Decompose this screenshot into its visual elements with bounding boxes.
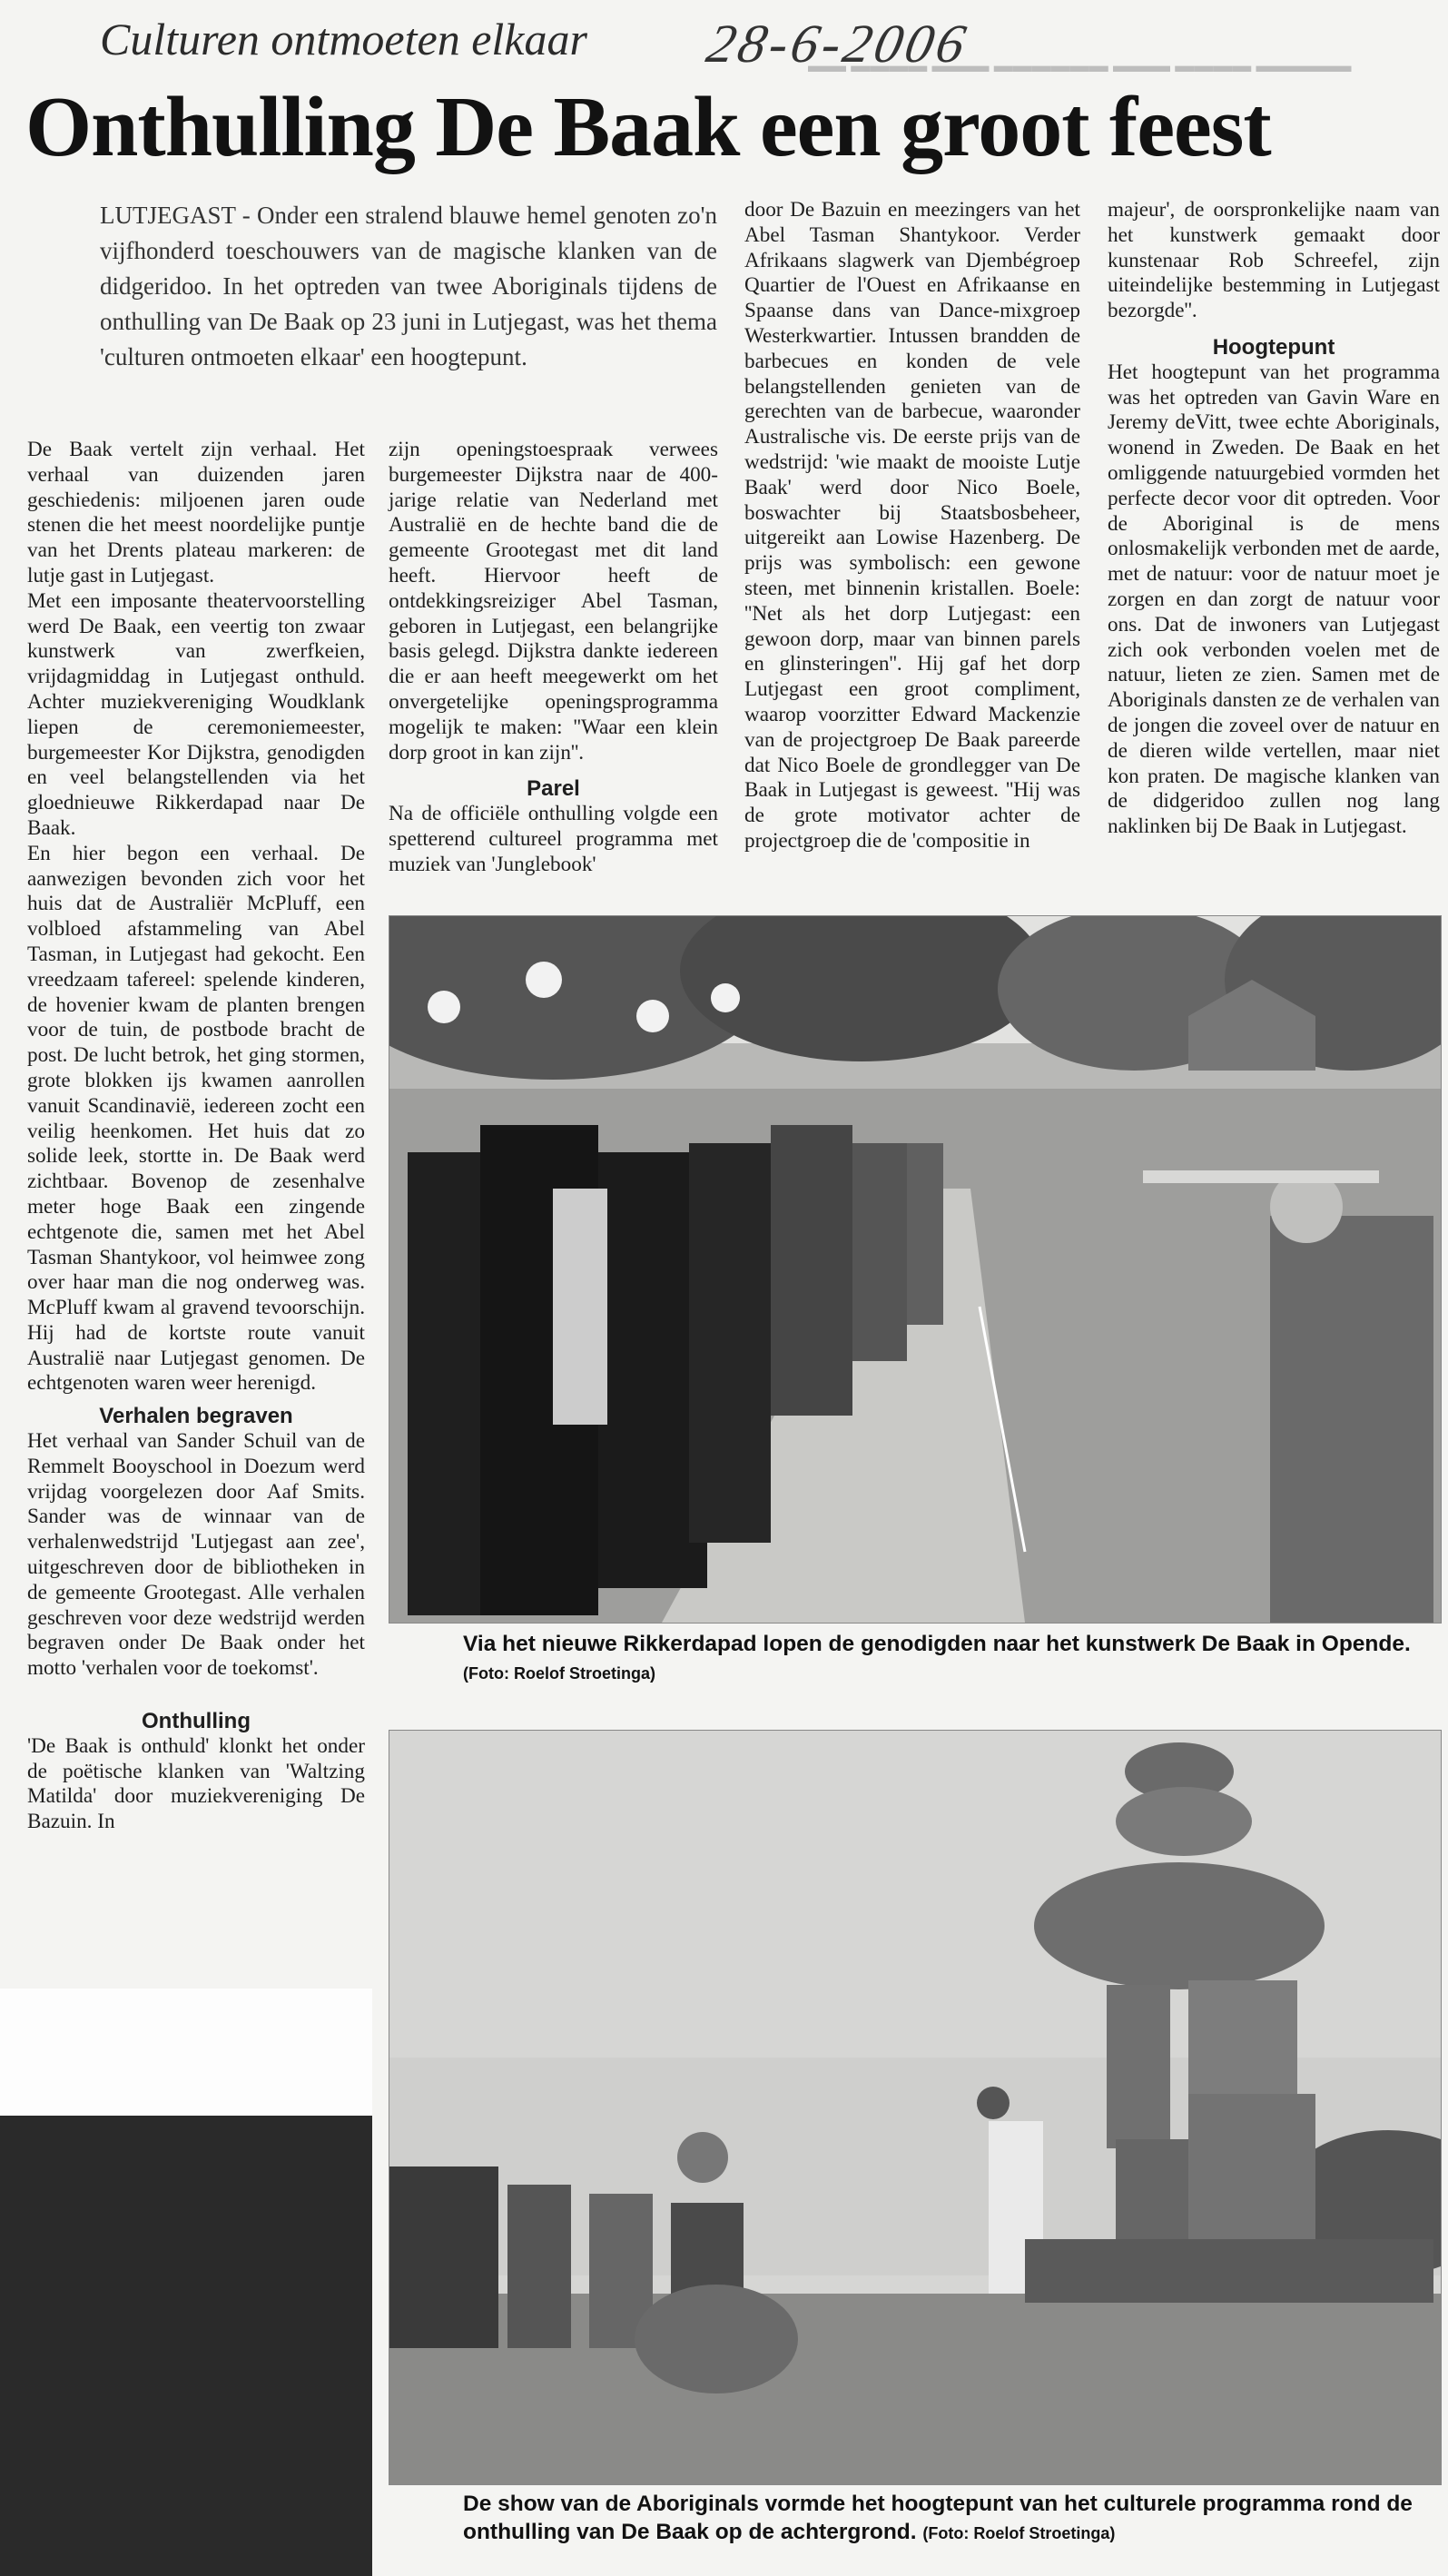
- column-4: [1108, 198, 1440, 840]
- body-paragraph: Met een imposante theatervoorstelling werd De Baak, een veertig ton zwaar kunstwerk van zwerfkeien, vrijdagmiddag in Lutjegast onthuld. Achter muziekvereniging Woudklank liepen de ceremoniemeester, burgemeester Kor Dijkstra, genodigden en veel belangstellenden via het gloednieuwe Rikkerdapad naar De Baak.: [27, 588, 365, 840]
- background-scan-area: [0, 2116, 372, 2576]
- subheading: Hoogtepunt: [1212, 334, 1335, 360]
- body-paragraph: En hier begon een verhaal. De aanwezigen bevonden zich voor het huis dat de Australiër McPluff, een volbloed afstammeling van Abel Tasman, in Lutjegast had gekocht. Een vreedzaam tafereel: spelende kinderen, de hovenier kwam de planten brengen voor de tuin, de postbode bracht de post. De lucht betrok, het ging stormen, grote blokken ijs kwamen aanrollen vanuit Scandinavië, iedereen zocht een veilig heenkomen. Het huis dat zo solide leek, stortte in. De Baak werd zichtbaar. Bovenop de zesenhalve meter hoge Baak een zingende echtgenote die, samen met het Abel Tasman Shantykoor, vol heimwee zong over haar man die nog onderweg was. McPluff kwam al gravend tevoorschijn. Hij had de kortste route vanuit Australië naar Lutjegast genomen. De echtgenoten waren weer herenigd.: [27, 841, 365, 1396]
- lead-paragraph: LUTJEGAST - Onder een stralend blauwe hemel genoten zo'n vijfhonderd toeschouwers van de magische klanken van de didgeridoo. In het optreden van twee Aboriginals tijdens de onthulling van De Baak op 23 juni in Lutjegast, was het thema 'culturen ontmoeten elkaar' een hoogtepunt.: [100, 202, 717, 370]
- body-paragraph: majeur', de oorspronkelijke naam van het kunstwerk gemaakt door kunstenaar Rob Schreefel, zijn uiteindelijke bestemming in Lutjegast bezorgde''.: [1108, 198, 1440, 323]
- subheading: Onthulling: [142, 1709, 251, 1734]
- photo-de-baak-image: [389, 1731, 1441, 2484]
- photo-credit: (Foto: Roelof Stroetinga): [463, 1664, 655, 1683]
- caption-text: Via het nieuwe Rikkerdapad lopen de genodigden naar het kunstwerk De Baak in Opende.: [463, 1632, 1411, 1656]
- bleed-through-text: ▬▬ ▬▬▬▬ ▬▬▬ ▬▬▬▬▬▬ ▬▬▬ ▬▬▬▬ ▬▬▬▬▬: [808, 54, 1352, 76]
- photo-de-baak-caption: [463, 2490, 1440, 2548]
- caption-text: De show van de Aboriginals vormde het hoogtepunt van het culturele programma rond de onthulling van De Baak op de achtergrond.: [463, 2492, 1413, 2544]
- column-1: [27, 438, 365, 1835]
- photo-procession-image: [389, 916, 1441, 1623]
- subheading: Verhalen begraven: [99, 1404, 293, 1429]
- body-paragraph: De Baak vertelt zijn verhaal. Het verhaal van duizenden jaren geschiedenis: miljoenen jaren oude stenen die het meest noordelijke puntje van het Drents plateau markeren: de lutje gast in Lutjegast.: [27, 438, 365, 587]
- photo-procession: [389, 915, 1442, 1624]
- body-paragraph: Het verhaal van Sander Schuil van de Remmelt Booyschool in Doezum werd vrijdag voorgelezen door Aaf Smits. Sander was de winnaar van de verhalenwedstrijd 'Lutjegast aan zee', uitgeschreven door de bibliotheken in de gemeente Grootegast. Alle verhalen geschreven voor deze wedstrijd werden begraven onder De Baak onder het motto 'verhalen voor de toekomst'.: [27, 1429, 365, 1681]
- column-2: [389, 438, 718, 878]
- handwritten-date: 28-6-2006: [702, 14, 975, 74]
- body-paragraph: 'De Baak is onthuld' klonkt het onder de poëtische klanken van 'Waltzing Matilda' door muziekvereniging De Bazuin. In: [27, 1733, 365, 1834]
- kicker: Culturen ontmoeten elkaar: [100, 14, 587, 64]
- body-paragraph: Na de officiële onthulling volgde een spetterend cultureel programma met muziek van 'Junglebook': [389, 802, 718, 876]
- photo-credit: (Foto: Roelof Stroetinga): [922, 2524, 1116, 2542]
- subheading: Parel: [527, 776, 580, 802]
- body-paragraph: zijn openingstoespraak verwees burgemeester Dijkstra naar de 400-jarige relatie van Nederland met Australië en de hechte band die de gemeente Grootegast met dit land heeft. Hiervoor heeft de ontdekkingsreiziger Abel Tasman, geboren in Lutjegast, een belangrijke basis gelegd. Dijkstra dankte iedereen die er aan heeft meegewerkt om het onvergetelijke openingsprogramma mogelijk te maken: ''Waar een klein dorp groot in kan zijn''.: [389, 438, 718, 765]
- headline: Onthulling De Baak een groot feest: [25, 80, 1271, 174]
- body-paragraph: door De Bazuin en meezingers van het Abel Tasman Shantykoor. Verder Afrikaans slagwerk van Djembégroep Quartier de l'Ouest en Afrikaanse en Spaanse dans van Dance-mixgroep Westerkwartier. Intussen brandden de barbecues en konden de vele belangstellenden genieten van de gerechten van de barbecue, waaronder Australische vis. De eerste prijs van de wedstrijd: 'wie maakt de mooiste Lutje Baak' werd door Nico Boele, boswachter bij Staatsbosbeheer, uitgereikt aan Lowise Hazenberg. De prijs was symbolisch: een gewone steen, met binnenin kristallen. Boele: ''Net als het dorp Lutjegast: een gewoon dorp, maar van binnen parels en glinsteringen''. Hij gaf het dorp Lutjegast een groot compliment, waarop voorzitter Edward Mackenzie van de projectgroep De Baak pareerde dat Nico Boele de grondlegger van De Baak in Lutjegast is geweest. ''Hij was de grote motivator achter de projectgroep die de 'compositie in: [744, 198, 1080, 853]
- body-paragraph: Het hoogtepunt van het programma was het optreden van Gavin Ware en Jeremy deVitt, twee echte Aboriginals, wonend in Zweden. De Baak en het omliggende natuurgebied vormden het perfecte decor voor dit optreden. Voor de Aboriginal is de mens onlosmakelijk verbonden met de aarde, met de natuur: voor de natuur moet je zorgen en dan zorgt de natuur voor ons. Dat de inwoners van Lutjegast zich ook verbonden voelen met de natuur, lieten ze zien. Samen met de Aboriginals dansten ze de verhalen van de jongen die zoveel over de natuur en de dieren wilde vertellen, maar niet kon praten. De magische klanken van de didgeridoo zullen nog lang naklinken bij De Baak in Lutjegast.: [1108, 360, 1440, 839]
- photo-procession-caption: [463, 1630, 1440, 1688]
- photo-de-baak: [389, 1730, 1442, 2485]
- column-3: [744, 198, 1080, 854]
- clipping-edge: [0, 1989, 372, 2116]
